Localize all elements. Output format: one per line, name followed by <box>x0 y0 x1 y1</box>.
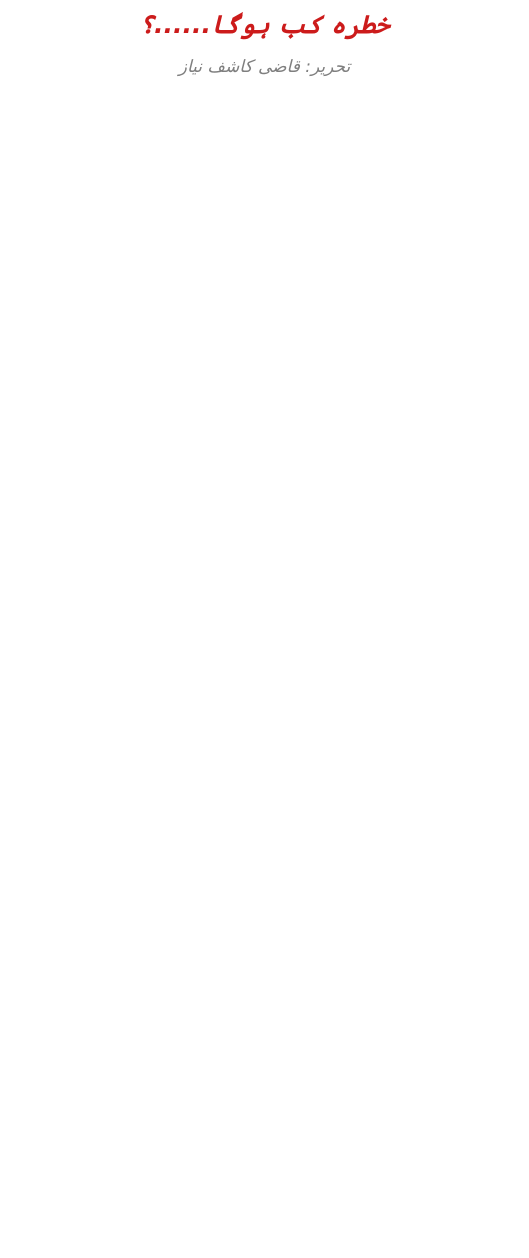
article-body <box>20 128 511 1250</box>
article-byline: تحریر: قاضی کاشف نیاز <box>178 57 351 77</box>
article-title: خطرہ کب ہوگا......؟ <box>139 10 390 39</box>
